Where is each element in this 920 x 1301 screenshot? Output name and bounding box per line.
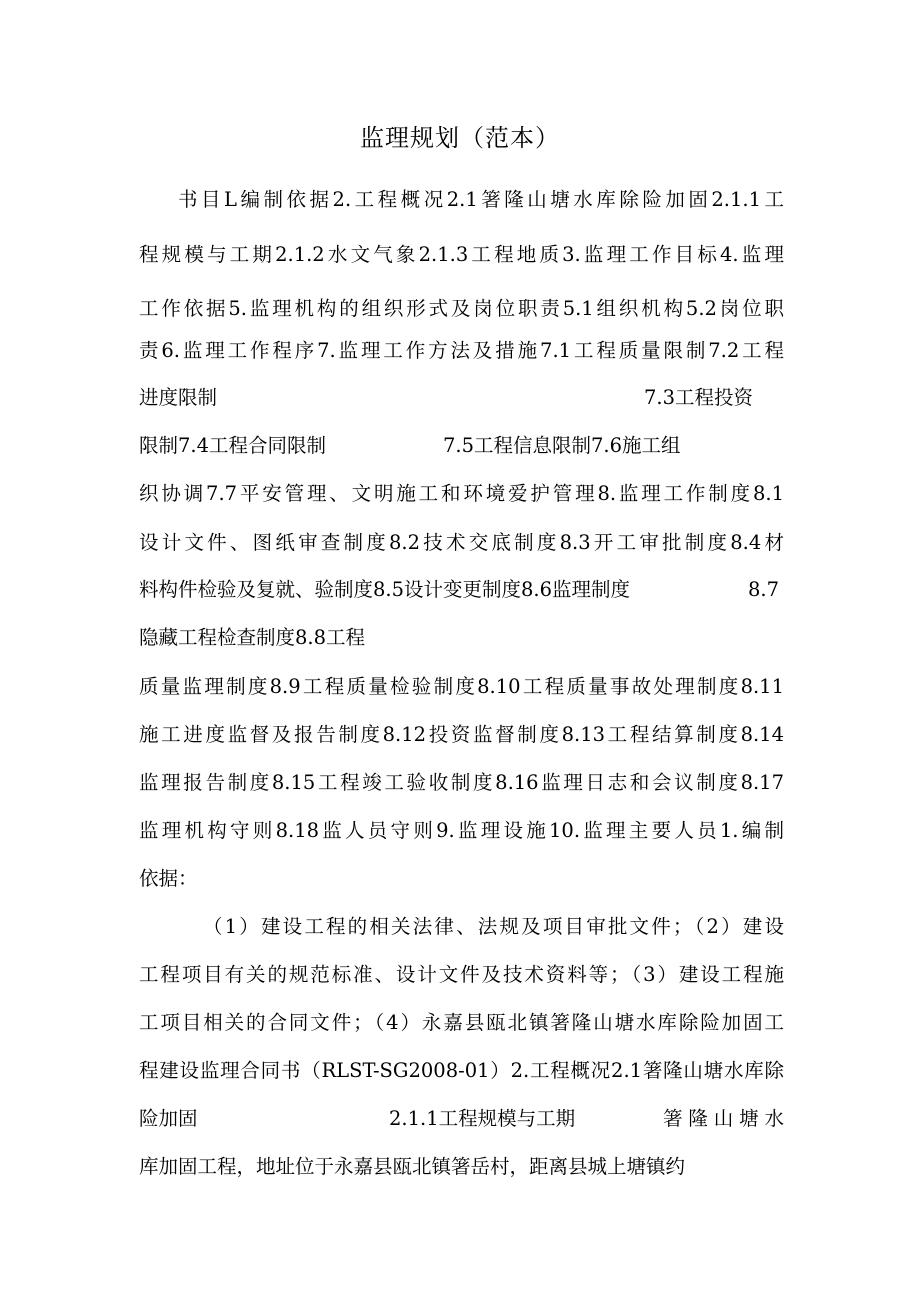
text-line: 监理机构守则8.18监人员守则9.监理设施10.监理主要人员1.编制 bbox=[139, 819, 784, 842]
text-line: （1）建设工程的相关法律、法规及项目审批文件；（2）建设 bbox=[203, 915, 784, 938]
text-fragment: 7.3工程投资 bbox=[644, 386, 754, 409]
document-title: 监理规划（范本） bbox=[360, 124, 560, 152]
text-fragment: 2.1.1工程规模与工期 bbox=[389, 1107, 576, 1130]
text-line: 程规模与工期2.1.2水文气象2.1.3工程地质3.监理工作目标4.监理 bbox=[139, 243, 784, 266]
text-fragment: 7.5工程信息限制7.6施工组 bbox=[443, 434, 681, 457]
text-line: 库加固工程，地址位于永嘉县瓯北镇箸岳村，距离县城上塘镇约 bbox=[139, 1155, 686, 1178]
text-line: 织协调7.7平安管理、文明施工和环境爱护管理8.监理工作制度8.1 bbox=[139, 482, 784, 505]
text-fragment: 8.7 bbox=[748, 578, 780, 601]
text-line: 工程项目有关的规范标准、设计文件及技术资料等；（3）建设工程施 bbox=[139, 963, 784, 986]
text-line: 责6.监理工作程序7.监理工作方法及措施7.1工程质量限制7.2工程 bbox=[139, 339, 784, 362]
text-line: 料构件检验及复就、验制度8.5设计变更制度8.6监理制度 bbox=[139, 578, 631, 601]
text-line: 施工进度监督及报告制度8.12投资监督制度8.13工程结算制度8.14 bbox=[139, 723, 784, 746]
text-line: 工作依据5.监理机构的组织形式及岗位职责5.1组织机构5.2岗位职 bbox=[139, 297, 784, 320]
text-line: 险加固 bbox=[139, 1107, 198, 1130]
text-line: 设计文件、图纸审查制度8.2技术交底制度8.3开工审批制度8.4材 bbox=[139, 531, 784, 554]
text-line: 监理报告制度8.15工程竣工验收制度8.16监理日志和会议制度8.17 bbox=[139, 771, 784, 794]
text-line: 程建设监理合同书（RLST-SG2008-01）2.工程概况2.1箸隆山塘水库除 bbox=[139, 1059, 784, 1082]
text-line: 进度限制 bbox=[139, 386, 218, 409]
text-line: 工项目相关的合同文件；（4）永嘉县瓯北镇箸隆山塘水库除险加固工 bbox=[139, 1011, 784, 1034]
text-fragment: 箸隆山塘水 bbox=[663, 1107, 784, 1130]
text-line: 书目L编制依据2.工程概况2.1箸隆山塘水库除险加固2.1.1工 bbox=[178, 188, 784, 211]
text-line: 限制7.4工程合同限制 bbox=[139, 434, 327, 457]
text-line: 隐藏工程检查制度8.8工程 bbox=[139, 626, 366, 649]
text-line: 质量监理制度8.9工程质量检验制度8.10工程质量事故处理制度8.11 bbox=[139, 675, 784, 698]
text-line: 依据： bbox=[139, 867, 198, 890]
